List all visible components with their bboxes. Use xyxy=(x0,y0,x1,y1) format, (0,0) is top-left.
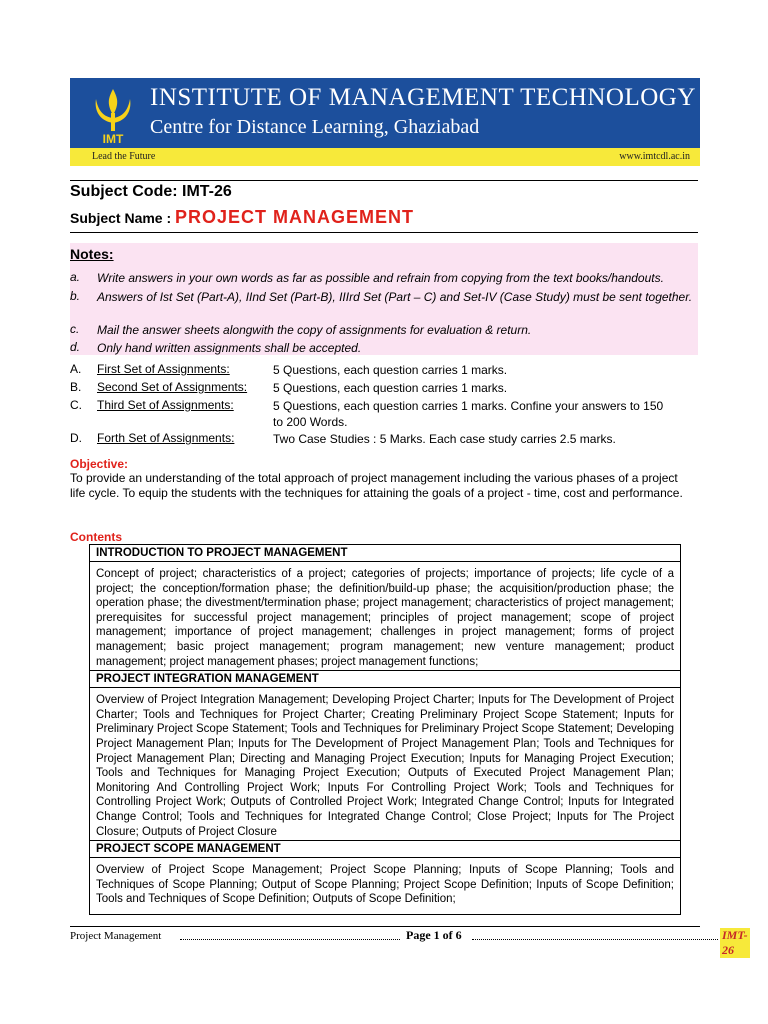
section-heading: PROJECT INTEGRATION MANAGEMENT xyxy=(90,671,680,688)
assignment-desc: 5 Questions, each question carries 1 marks. xyxy=(273,381,508,395)
website-link[interactable]: www.imtcdl.ac.in xyxy=(619,151,690,162)
footer-code: IMT-26 xyxy=(722,928,748,957)
note-text: Only hand written assignments shall be accepted. xyxy=(97,341,362,355)
logo-text: IMT xyxy=(102,132,124,146)
note-letter: b. xyxy=(70,289,81,303)
institute-title: INSTITUTE OF MANAGEMENT TECHNOLOGY xyxy=(150,84,696,111)
assignment-name: Third Set of Assignments: xyxy=(97,398,234,412)
assignment-desc: 5 Questions, each question carries 1 marks. Confine your answers to 150 to 200 Words. xyxy=(273,399,664,429)
note-text: Write answers in your own words as far as possible and refrain from copying from the text books/handouts. xyxy=(97,271,664,285)
notes-title: Notes: xyxy=(70,246,114,262)
assignment-letter: C. xyxy=(70,398,82,412)
note-text: Answers of Ist Set (Part-A), IInd Set (Part-B), IIIrd Set (Part – C) and Set-IV (Case Study) must be sent together. xyxy=(97,290,693,304)
contents-title: Contents xyxy=(70,530,122,544)
assignment-letter: D. xyxy=(70,431,82,445)
banner-yellow-band xyxy=(70,148,700,166)
assignment-name: First Set of Assignments: xyxy=(97,362,230,376)
subject-divider xyxy=(70,232,698,233)
subject-name-value: PROJECT MANAGEMENT xyxy=(175,207,415,227)
note-letter: d. xyxy=(70,340,81,354)
contents-table xyxy=(89,544,681,915)
page-footer xyxy=(70,928,748,957)
note-text: Mail the answer sheets alongwith the copy of assignments for evaluation & return. xyxy=(97,323,532,337)
assignment-name: Forth Set of Assignments: xyxy=(97,431,235,445)
objective-title: Objective: xyxy=(70,457,129,471)
notes-box xyxy=(70,243,698,355)
note-letter: a. xyxy=(70,270,81,284)
subject-name xyxy=(70,207,414,228)
section-heading: INTRODUCTION TO PROJECT MANAGEMENT xyxy=(90,545,680,562)
section-heading: PROJECT SCOPE MANAGEMENT xyxy=(90,841,680,858)
assignment-desc: 5 Questions, each question carries 1 marks. xyxy=(273,363,508,377)
institute-banner xyxy=(70,78,700,166)
assignment-desc: Two Case Studies : 5 Marks. Each case study carries 2.5 marks. xyxy=(273,432,616,446)
institute-subtitle: Centre for Distance Learning, Ghaziabad xyxy=(150,116,480,138)
page-number: Page 1 of 6 xyxy=(406,928,462,942)
section-body: Concept of project; characteristics of a project; categories of projects; importance of projects; life cycle of a project; the conception/formation phase; the definition/build-up phase; the acquisition/production phase; the operation phase; the divestment/termination phase; project management; characteristics of project management; prerequisites for successful project management; principles of project management; scope of project management; importance of project management; challenges in project management; forms of project management; basic project management; program management; new venture management; product management; project management phases; project management functions; xyxy=(90,562,680,671)
section-body: Overview of Project Scope Management; Project Scope Planning; Inputs of Scope Planning; Tools and Techniques of Scope Planning; Output of Scope Planning; Project Scope Definition; Inputs of Scope Definition; Tools and Techniques of Scope Definition; Outputs of Scope Definition; xyxy=(90,858,680,915)
assignment-letter: A. xyxy=(70,362,82,376)
objective-text: To provide an understanding of the total approach of project management including the various phases of a project life cycle. To equip the students with the techniques for attaining the goals of a project - time, cost and performance. xyxy=(70,471,683,500)
note-letter: c. xyxy=(70,322,80,336)
assignment-name: Second Set of Assignments: xyxy=(97,380,248,394)
tagline: Lead the Future xyxy=(92,151,156,162)
footer-subject: Project Management xyxy=(70,930,162,942)
imt-logo-icon xyxy=(84,85,142,147)
section-body: Overview of Project Integration Management; Developing Project Charter; Inputs for The Development of Project Charter; Tools and Techniques for Project Charter; Creating Preliminary Project Scope Statement; Inputs for Preliminary Project Scope Statement; Tools and Techniques for Preliminary Project Scope Statement; Developing Project Management Plan; Inputs for The Development of Project Management Plan; Tools and Techniques for Project Management Plan; Directing and Managing Project Execution; Inputs for Managing Project Execution; Tools and Techniques for Managing Project Execution; Outputs of Executed Project Management Plan; Monitoring And Controlling Project Work; Inputs For Controlling Project Work; Tools and Techniques for Controlling Project Work; Outputs of Controlled Project Work; Integrated Change Control; Inputs for Integrated Change Control; Tools and Techniques for Integrated Change Control; Close Project; Inputs for The Project Closure; Outputs of Project Closure xyxy=(90,688,680,841)
footer-divider xyxy=(70,926,700,927)
subject-code: Subject Code: IMT-26 xyxy=(70,183,232,200)
footer-leader-dots xyxy=(180,930,400,940)
subject-name-label: Subject Name : xyxy=(70,210,176,226)
header-divider xyxy=(70,180,698,181)
assignment-letter: B. xyxy=(70,380,82,394)
footer-leader-dots xyxy=(472,930,718,940)
